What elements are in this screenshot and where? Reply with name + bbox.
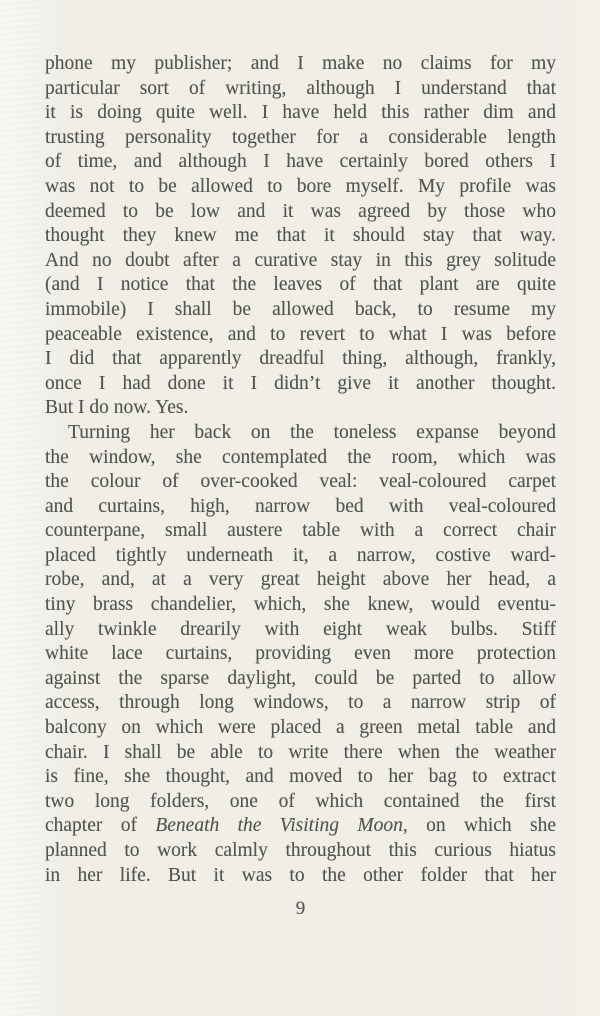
text-line: it is doing quite well. I have held this rather dim and bbox=[45, 102, 556, 124]
text-line: access, through long windows, to a narrow strip of bbox=[45, 692, 556, 714]
text-line: two long folders, one of which contained the first bbox=[45, 790, 556, 812]
text-line: particular sort of writing, although I understand that bbox=[45, 77, 556, 99]
text-segment: chapter of bbox=[45, 815, 156, 837]
page-number: 9 bbox=[295, 898, 306, 919]
text-segment: , on which she bbox=[402, 815, 557, 837]
text-line: (and I notice that the leaves of that plant are quite bbox=[45, 274, 556, 296]
page-edge-shading bbox=[0, 0, 40, 1016]
text-line: the colour of over-cooked veal: veal-coloured carpet bbox=[45, 471, 556, 493]
text-line: is fine, she thought, and moved to her bag to extract bbox=[45, 766, 556, 788]
text-line: counterpane, small austere table with a correct chair bbox=[45, 520, 556, 542]
text-line: Turning her back on the toneless expanse beyond bbox=[68, 421, 556, 443]
text-line: white lace curtains, providing even more protection bbox=[45, 643, 556, 665]
text-line: in her life. But it was to the other folder that her bbox=[45, 864, 556, 886]
text-line: against the sparse daylight, could be parted to allow bbox=[45, 667, 556, 689]
text-line: balcony on which were placed a green metal table and bbox=[45, 717, 556, 739]
text-line: But I do now. Yes. bbox=[45, 397, 189, 419]
text-line: planned to work calmly throughout this curious hiatus bbox=[45, 840, 556, 861]
text-line: and curtains, high, narrow bed with veal-coloured bbox=[45, 495, 556, 517]
text-line: placed tightly underneath it, a narrow, costive ward- bbox=[45, 544, 556, 566]
text-line: once I had done it I didn’t give it another thought. bbox=[45, 372, 556, 394]
text-line: the window, she contemplated the room, which was bbox=[45, 446, 556, 468]
paragraph bbox=[45, 421, 556, 888]
text-line: tiny brass chandelier, which, she knew, would eventu- bbox=[45, 594, 556, 616]
text-line: deemed to be low and it was agreed by those who bbox=[45, 200, 556, 222]
text-column bbox=[45, 52, 556, 888]
text-line: ally twinkle drearily with eight weak bulbs. Stiff bbox=[45, 618, 556, 640]
text-line: phone my publisher; and I make no claims for my bbox=[45, 53, 556, 74]
book-title-italic: Beneath the Visiting Moon bbox=[155, 815, 403, 837]
text-line: was not to be allowed to bore myself. My profile was bbox=[45, 175, 556, 197]
text-line bbox=[45, 814, 556, 839]
paragraph bbox=[45, 52, 556, 421]
text-line: I did that apparently dreadful thing, although, frankly, bbox=[45, 348, 556, 370]
text-line: immobile) I shall be allowed back, to resume my bbox=[45, 298, 556, 320]
text-line: robe, and, at a very great height above her head, a bbox=[45, 569, 556, 591]
text-line: thought they knew me that it should stay that way. bbox=[45, 225, 556, 247]
text-line: of time, and although I have certainly bored others I bbox=[45, 151, 556, 173]
text-line: chair. I shall be able to write there when the weather bbox=[45, 741, 556, 763]
text-line: peaceable existence, and to revert to what I was before bbox=[45, 323, 556, 345]
text-line: And no doubt after a curative stay in this grey solitude bbox=[45, 249, 556, 271]
text-line: trusting personality together for a considerable length bbox=[45, 126, 556, 148]
